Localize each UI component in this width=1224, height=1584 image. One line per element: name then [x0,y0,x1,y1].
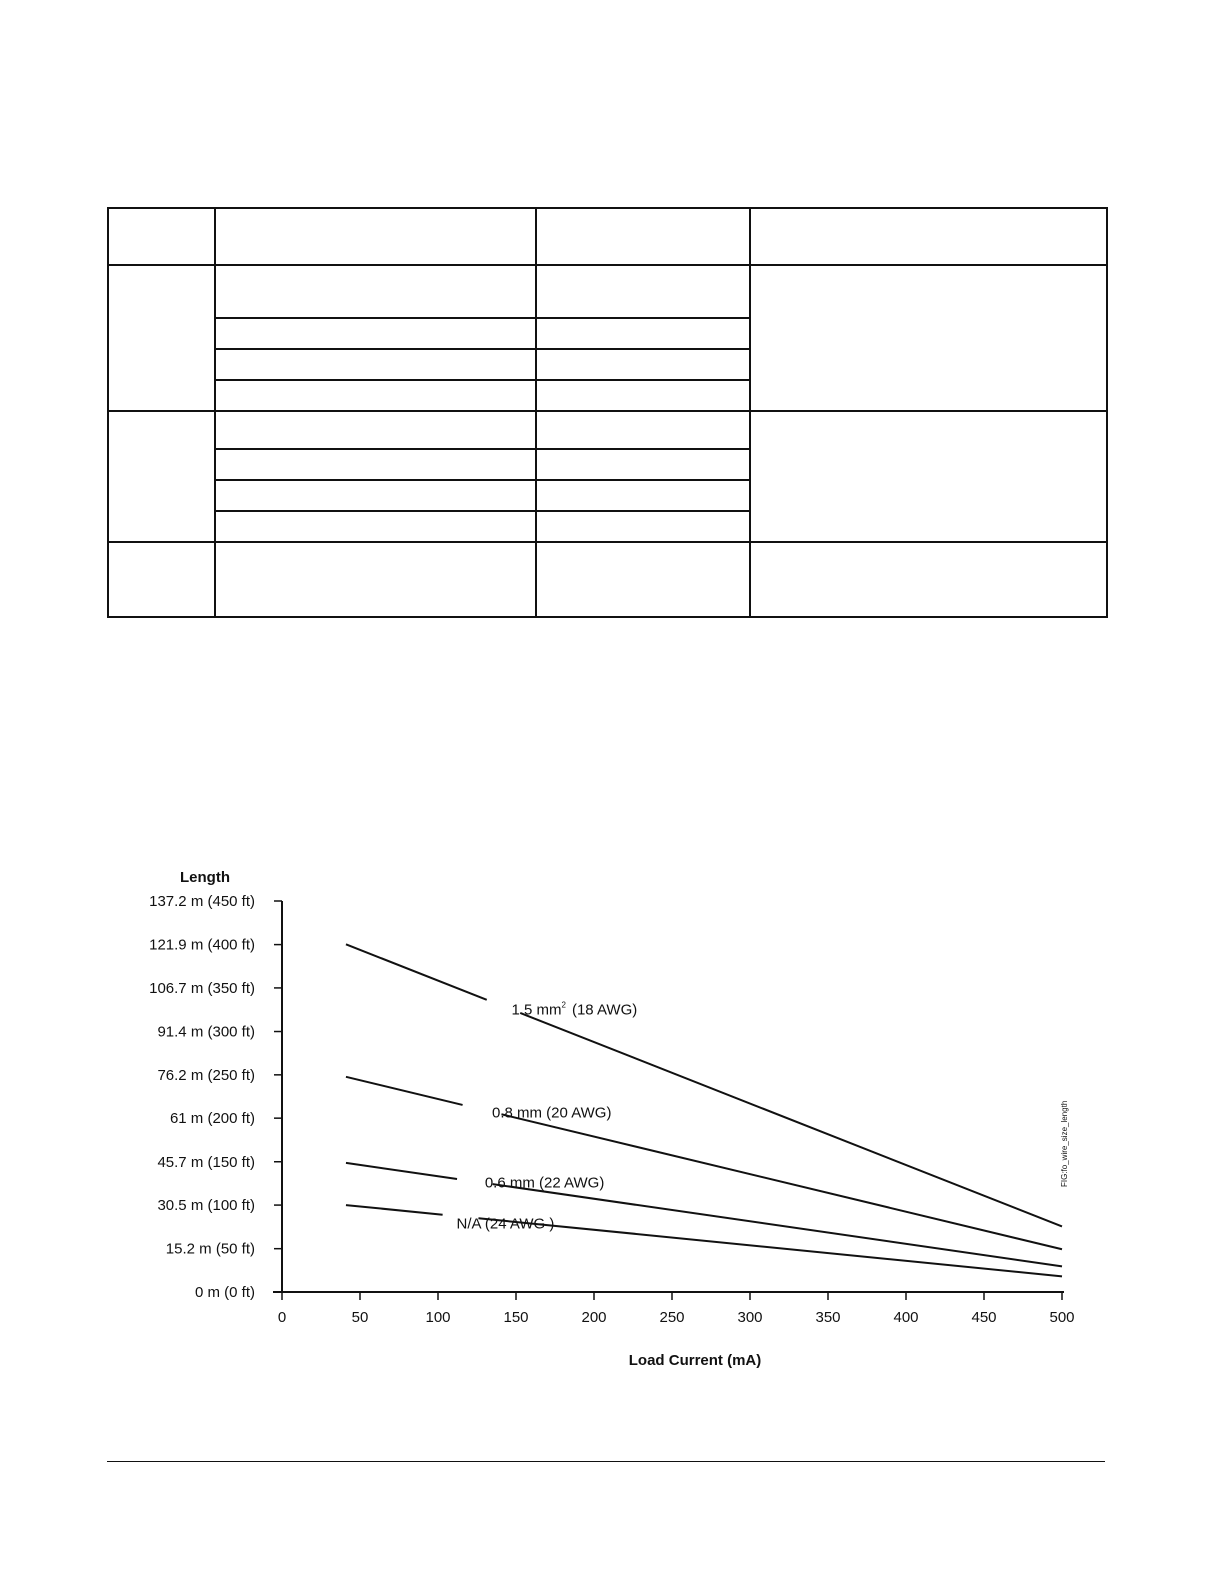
y-tick-label: 106.7 m (350 ft) [149,979,255,997]
table-cell [536,265,750,318]
table-cell [215,480,536,511]
series-group [346,944,1062,1276]
y-tick-label: 61 m (200 ft) [169,1110,255,1128]
series-line-segment [346,1205,443,1215]
footer-rule [107,1461,1105,1462]
series-line-segment [346,944,487,999]
series-label: 0.6 mm (22 AWG) [484,1174,605,1192]
table-cell [536,480,750,511]
table-cell [215,349,536,380]
table-cell [536,380,750,411]
table-cell [108,208,215,265]
table-cell [750,208,1107,265]
table-cell [215,208,536,265]
table-row [108,411,1107,449]
x-tick-label: 150 [503,1309,529,1326]
table-header-row [108,208,1107,265]
x-tick-label: 0 [277,1309,287,1326]
table-cell [108,411,215,542]
x-tick-label: 350 [815,1309,841,1326]
y-tick-label: 30.5 m (100 ft) [157,1197,255,1215]
x-tick-label: 50 [351,1309,369,1326]
table-cell [536,318,750,349]
x-tick-label: 100 [425,1309,451,1326]
series-label: 0.8 mm (20 AWG) [492,1104,612,1122]
spec-table [107,207,1108,618]
y-tick-label: 45.7 m (150 ft) [157,1153,255,1171]
table-cell [108,265,215,411]
table-cell [215,511,536,542]
table-cell [536,411,750,449]
series-label: N/A (24 AWG ) [456,1215,555,1233]
table-cell [215,542,536,617]
x-tick-label: 250 [659,1309,685,1326]
table-cell [108,542,215,617]
table-cell [536,208,750,265]
y-tick-label: 137.2 m (450 ft) [149,893,255,910]
table-cell [536,511,750,542]
table-row [108,265,1107,318]
y-tick-label: 121.9 m (400 ft) [149,936,255,954]
y-axis-title: Length [180,869,230,886]
x-tick-label: 500 [1049,1309,1075,1326]
x-tick-label: 200 [581,1309,607,1326]
series-line-segment [493,1184,1062,1266]
x-tick-label: 450 [971,1309,997,1326]
table-cell [215,380,536,411]
series-label: 1.5 $mm^2$ (18 AWG) [511,1000,638,1019]
table-cell [536,349,750,380]
table-cell [215,265,536,318]
series-line-segment [346,1077,463,1105]
y-tick-label: 91.4 m (300 ft) [157,1023,255,1041]
table-row [108,542,1107,617]
y-tick-label: 0 m (0 ft) [194,1284,255,1301]
series-line-segment [346,1163,457,1179]
table-cell [215,449,536,480]
x-tick-label: 300 [737,1309,763,1326]
table-cell [215,318,536,349]
y-axis-ticks [149,893,282,1301]
series-line-segment [478,1218,1062,1276]
table-cell [536,542,750,617]
table-cell [750,265,1107,411]
table-cell [750,542,1107,617]
y-tick-label: 15.2 m (50 ft) [165,1240,255,1258]
x-tick-label: 400 [893,1309,919,1326]
table-cell [215,411,536,449]
figure-id: FIG:fo_wire_size_length [1060,1100,1069,1187]
table-cell [750,411,1107,542]
y-tick-label: 76.2 m (250 ft) [157,1066,255,1084]
x-axis-title: Load Current (mA) [628,1352,762,1369]
wire-length-chart [0,850,1224,1390]
x-axis-ticks [278,1292,1075,1326]
table-cell [536,449,750,480]
